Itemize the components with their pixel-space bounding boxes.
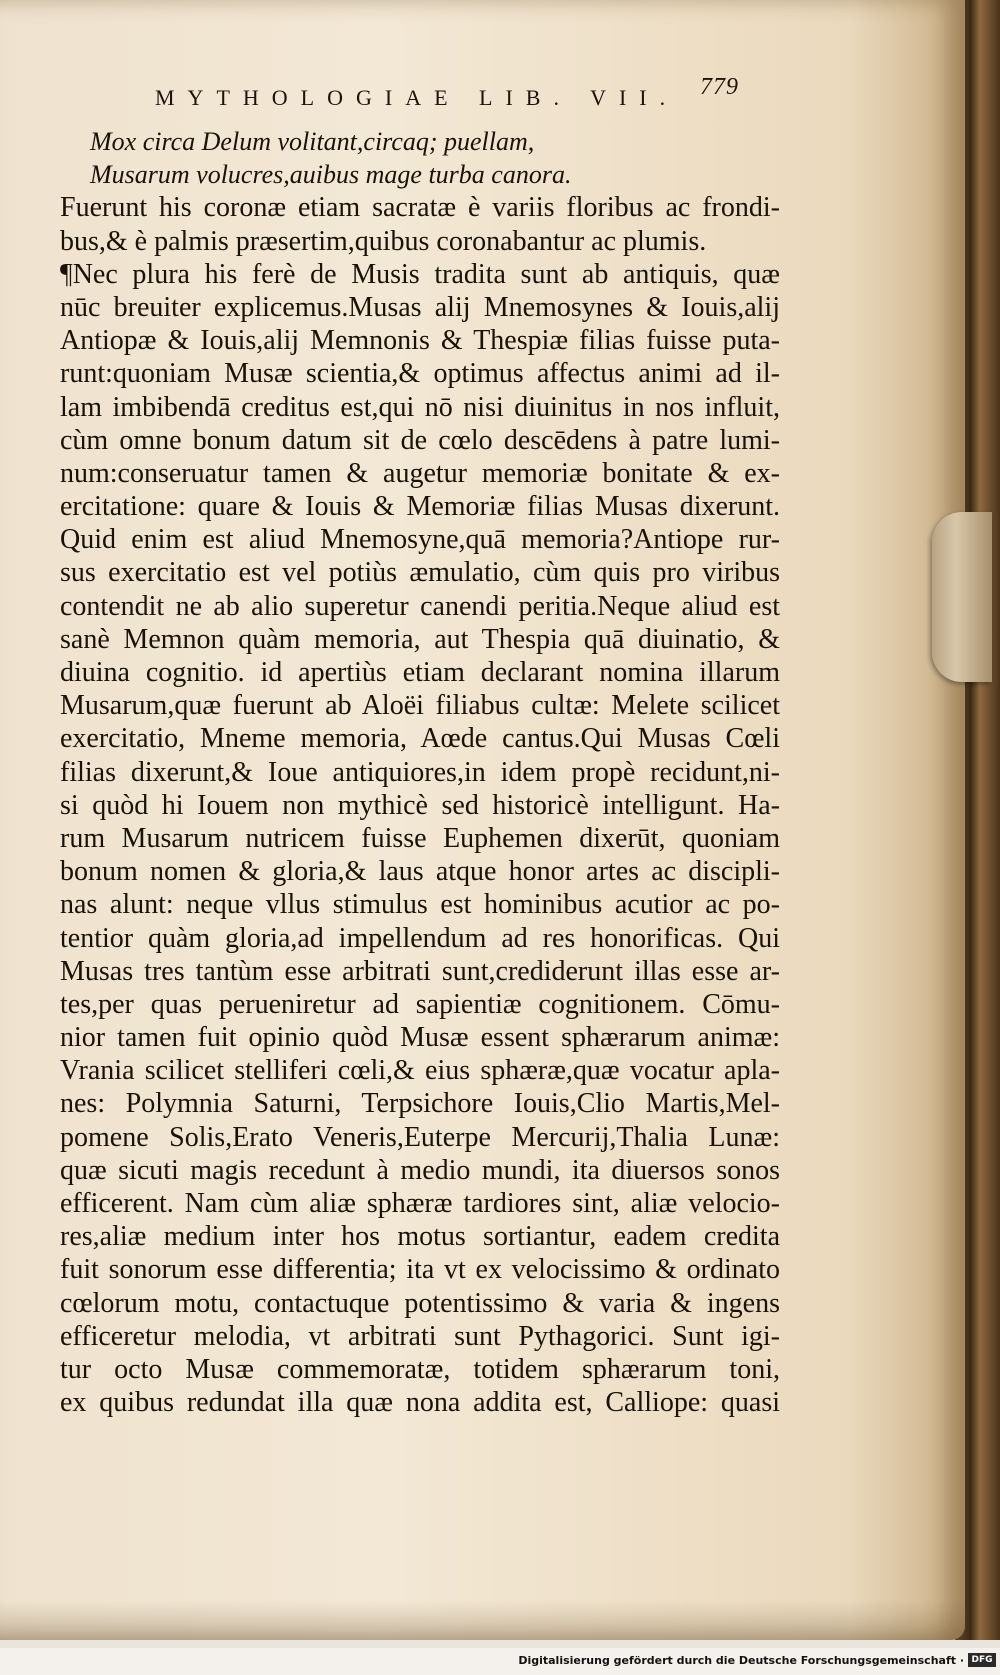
text-line: bonum nomen & gloria,& laus atque honor artes ac discipli- — [60, 856, 780, 888]
text-line: si quòd hi Iouem non mythicè sed historicè intelligunt. Ha- — [60, 789, 780, 821]
text-line: diuina cognitio. id apertiùs etiam declarant nomina illarum — [60, 657, 780, 688]
dfg-logo: DFG — [968, 1653, 996, 1667]
body-text — [60, 125, 780, 1419]
text-line: nes: Polymnia Saturni, Terpsichore Iouis,Clio Martis,Mel- — [60, 1088, 780, 1120]
text-line: rum Musarum nutricem fuisse Euphemen dixerūt, quoniam — [60, 822, 780, 854]
text-line: sanè Memnon quàm memoria, aut Thespia quā diuinatio, & — [60, 623, 780, 655]
text-line: runt:quoniam Musæ scientia,& optimus affectus animi ad il- — [60, 358, 780, 390]
text-line: efficeretur melodia, vt arbitrati sunt Pythagorici. Sunt igi- — [60, 1320, 780, 1352]
text-line: nas alunt: neque vllus stimulus est hominibus acutior ac po- — [60, 889, 780, 921]
text-line: Vrania scilicet stelliferi cœli,& eius sphæræ,quæ vocatur apla- — [60, 1055, 780, 1087]
text-line: exercitatio, Mneme memoria, Aœde cantus.Qui Musas Cœli — [60, 723, 780, 755]
text-line: sus exercitatio est vel potiùs æmulatio, cùm quis pro viribus — [60, 557, 780, 589]
running-head: MYTHOLOGIAE LIB. VII. — [155, 85, 679, 110]
text-line: res,aliæ medium inter hos motus sortiantur, eadem credita — [60, 1221, 780, 1253]
text-line: ercitatione: quare & Iouis & Memoriæ filias Musas dixerunt. — [60, 491, 780, 523]
page-clip — [932, 512, 992, 682]
text-line: num:conseruatur tamen & augetur memoriæ bonitate & ex- — [60, 457, 780, 489]
text-line: cœlorum motu, contactuque potentissimo & varia & ingens — [60, 1287, 780, 1319]
page-bottom-shadow — [0, 1600, 965, 1640]
text-line: cùm omne bonum datum sit de cœlo descēdens à patre lumi- — [60, 424, 780, 456]
text-line: Musarum,quæ fuerunt ab Aloëi filiabus cultæ: Melete scilicet — [60, 690, 780, 722]
text-line: tes,per quas perueniretur ad sapientiæ cognitionem. Cōmu- — [60, 988, 780, 1020]
text-line: Fuerunt his coronæ etiam sacratæ è variis floribus ac frondi- — [60, 192, 780, 224]
text-line: Musas tres tantùm esse arbitrati sunt,crediderunt illas esse ar- — [60, 955, 780, 987]
text-line: nūc breuiter explicemus.Musas alij Mnemosynes & Iouis,alij — [60, 291, 780, 323]
text-line: Quid enim est aliud Mnemosyne,quā memoria?Antiope rur- — [60, 524, 780, 556]
digitization-footer — [0, 1648, 1000, 1675]
text-line: tur octo Musæ commemoratæ, totidem sphærarum toni, — [60, 1353, 780, 1385]
text-line: quæ sicuti magis recedunt à medio mundi, ita diuersos sonos — [60, 1154, 780, 1186]
text-line: ex quibus redundat illa quæ nona addita est, Calliope: quasi — [60, 1387, 780, 1419]
text-line: fuit sonorum esse differentia; ita vt ex velocissimo & ordinato — [60, 1254, 780, 1286]
text-line: contendit ne ab alio superetur canendi peritia.Neque aliud est — [60, 590, 780, 622]
verse-line: Musarum volucres,auibus mage turba canora. — [90, 160, 572, 190]
verse-line: Mox circa Delum volitant,circaq; puellam, — [90, 127, 535, 156]
paragraph-start-line: ¶Nec plura his ferè de Musis tradita sunt ab antiquis, quæ — [60, 258, 780, 290]
text-line: bus,& è palmis præsertim,quibus coronabantur ac plumis. — [60, 225, 707, 257]
page-number: 779 — [700, 74, 739, 100]
text-line: lam imbibendā creditus est,qui nō nisi diuinitus in nos influit, — [60, 391, 780, 423]
text-line: nior tamen fuit opinio quòd Musæ essent sphærarum animæ: — [60, 1022, 780, 1054]
text-line: Antiopæ & Iouis,alij Memnonis & Thespiæ filias fuisse puta- — [60, 325, 780, 357]
funding-credit: Digitalisierung gefördert durch die Deutsche Forschungsgemeinschaft · — [518, 1654, 964, 1667]
text-line: filias dixerunt,& Ioue antiquiores,in idem propè recidunt,ni- — [60, 756, 780, 788]
text-line: tentior quàm gloria,ad impellendum ad res honorificas. Qui — [60, 922, 780, 954]
text-line: efficerent. Nam cùm aliæ sphæræ tardiores sint, aliæ velocio- — [60, 1188, 780, 1219]
text-line: pomene Solis,Erato Veneris,Euterpe Mercurij,Thalia Lunæ: — [60, 1121, 780, 1153]
